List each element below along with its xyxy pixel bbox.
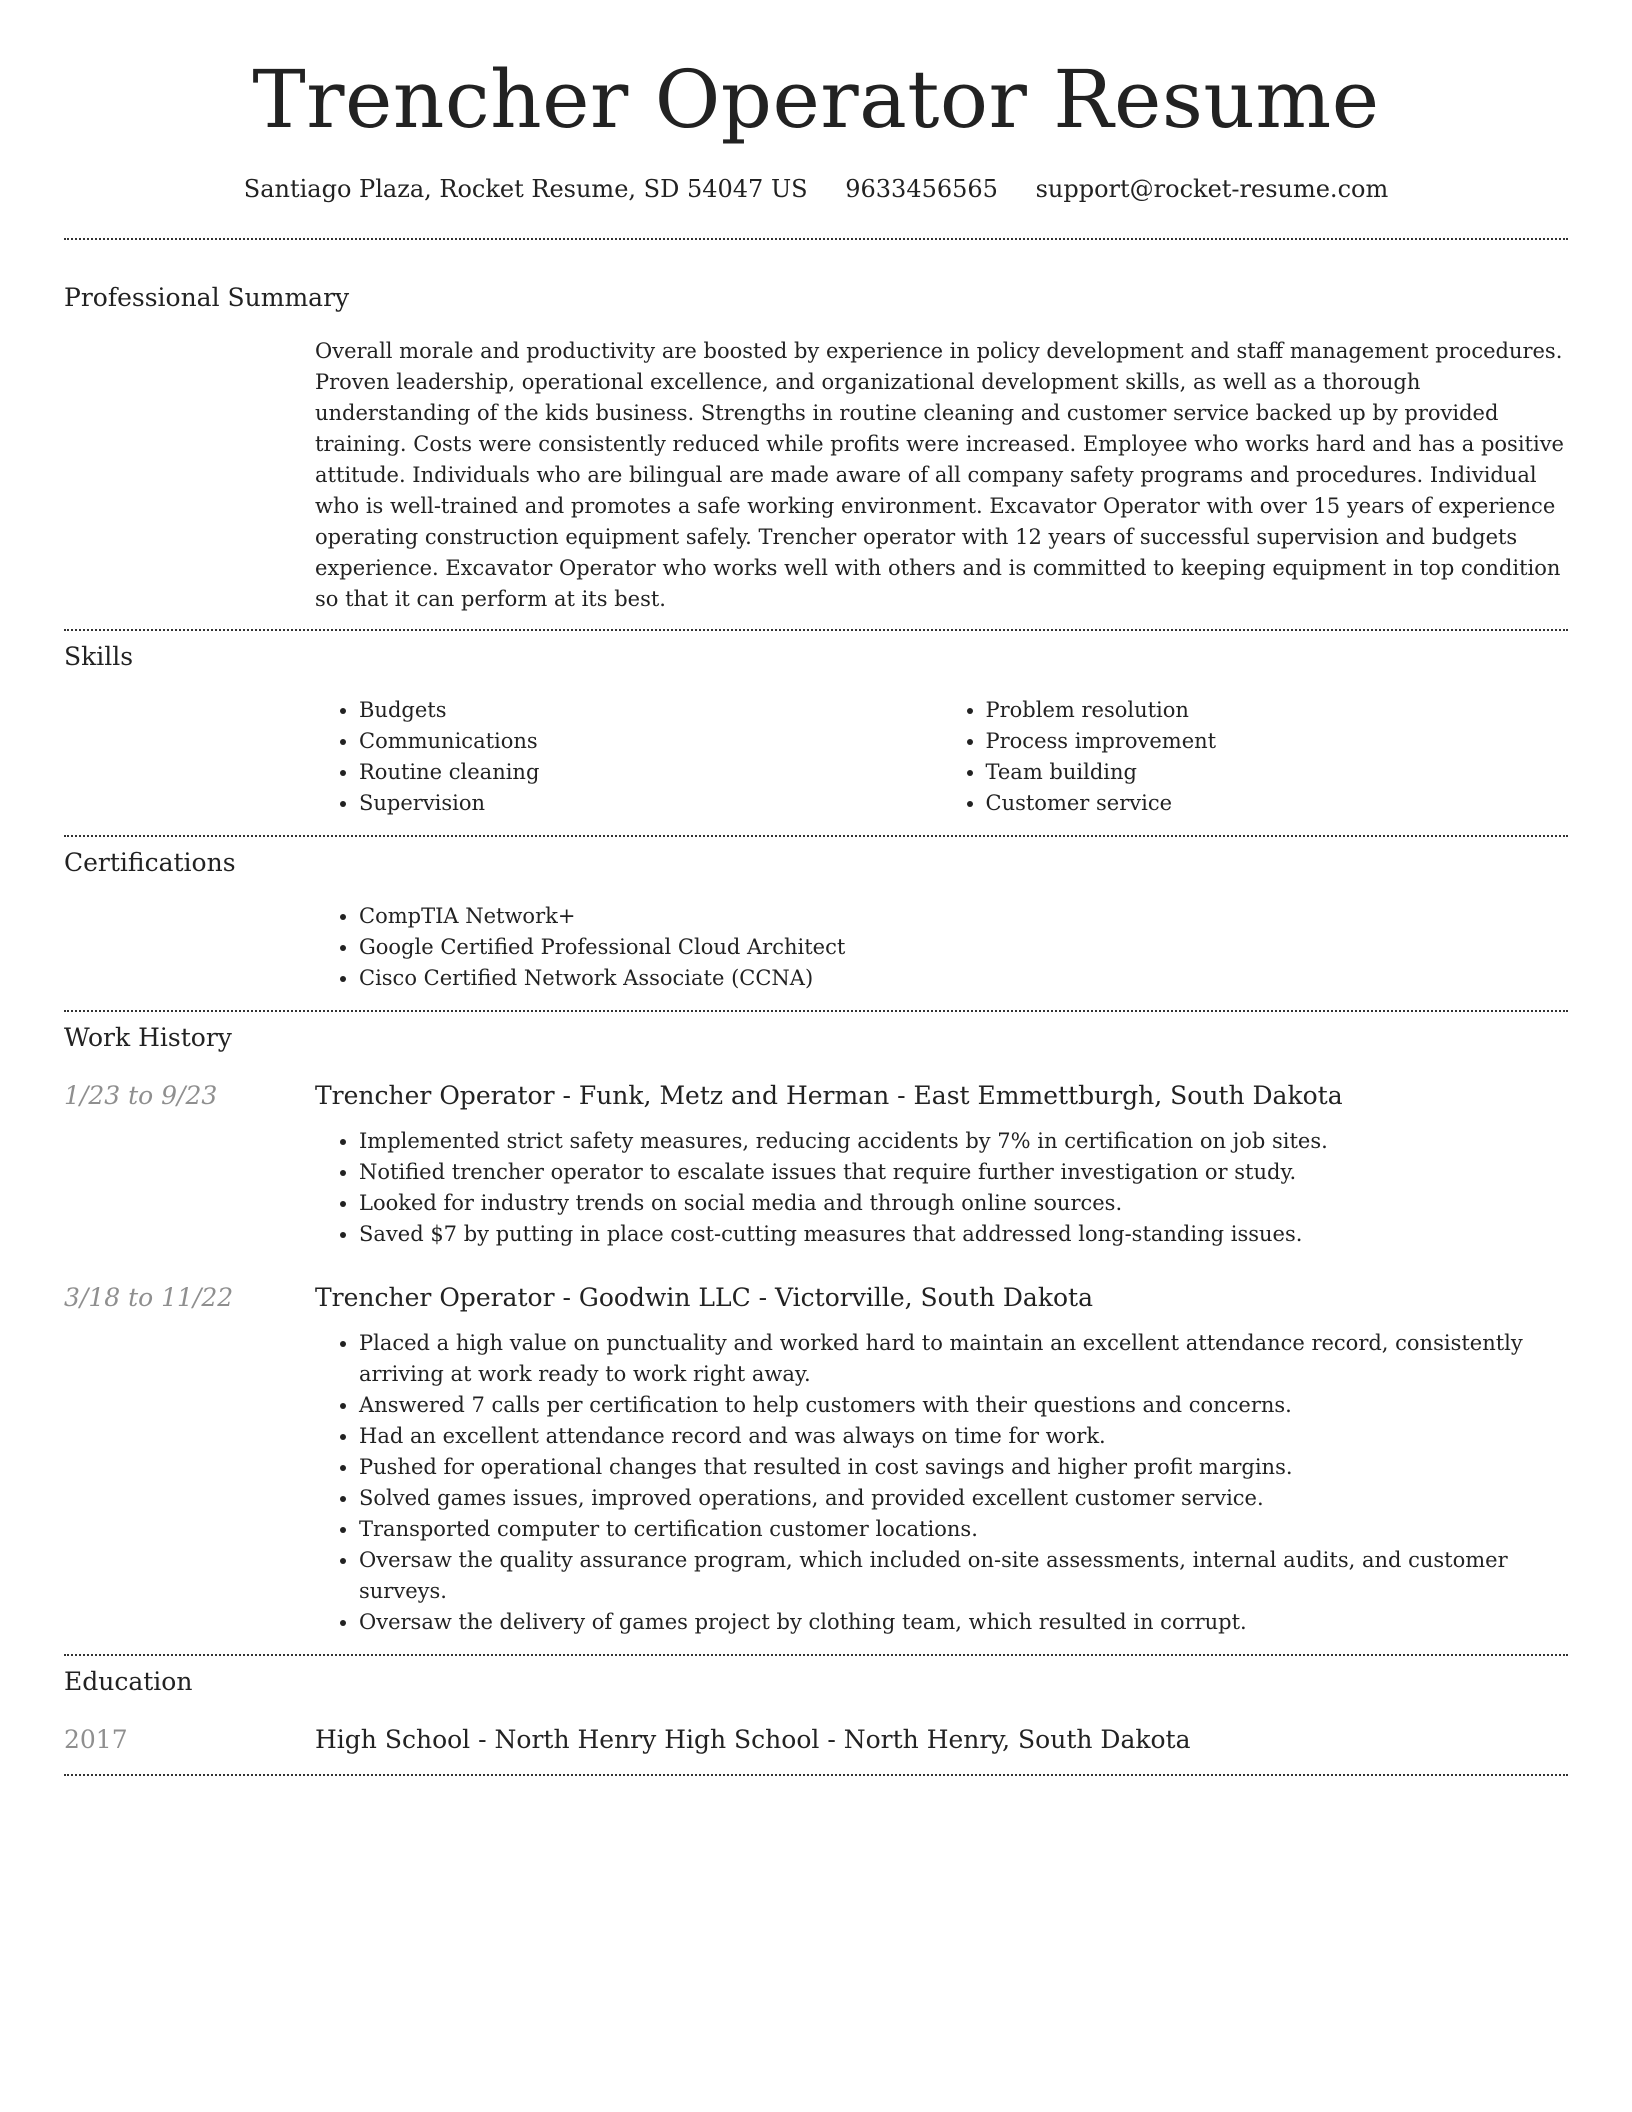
job-bullets [315, 1126, 1568, 1250]
certification-item: • Google Certified Professional Cloud Architect [359, 932, 1568, 963]
certification-item: • CompTIA Network+ [359, 901, 1568, 932]
education-heading: Education [64, 1667, 193, 1696]
summary-section [64, 282, 1568, 615]
education-degree: High School - North Henry High School - North Henry, South Dakota [315, 1725, 1191, 1754]
job-bullet: • Notified trencher operator to escalate issues that require further investigation or study. [359, 1157, 1568, 1188]
job-header [64, 1080, 1568, 1112]
job-bullet: • Saved $7 by putting in place cost-cutting measures that addressed long-standing issues. [359, 1219, 1568, 1250]
education-year: 2017 [64, 1725, 128, 1754]
summary-heading: Professional Summary [64, 283, 350, 312]
job-details [315, 1328, 1568, 1638]
divider [64, 238, 1568, 240]
job-dates: 1/23 to 9/23 [64, 1081, 218, 1110]
skill-item: • Process improvement [986, 726, 1569, 757]
divider [64, 629, 1568, 631]
skills-list-right [942, 695, 1569, 819]
skill-item: • Team building [986, 757, 1569, 788]
job-bullet: • Oversaw the quality assurance program, which included on-site assessments, internal audits, and customer surveys. [359, 1545, 1568, 1607]
skill-item: • Budgets [359, 695, 942, 726]
skills-grid [315, 695, 1568, 819]
certifications-list [315, 901, 1568, 994]
job-bullet: • Implemented strict safety measures, reducing accidents by 7% in certification on job sites. [359, 1126, 1568, 1157]
skill-item: • Customer service [986, 788, 1569, 819]
job-bullet: • Transported computer to certification customer locations. [359, 1514, 1568, 1545]
job-dates: 3/18 to 11/22 [64, 1283, 234, 1312]
education-section [64, 1666, 1568, 1756]
job-entry [64, 1282, 1568, 1638]
certifications-heading: Certifications [64, 848, 236, 877]
job-header [64, 1282, 1568, 1314]
skills-section [64, 641, 1568, 819]
job-bullet: • Pushed for operational changes that resulted in cost savings and higher profit margins. [359, 1452, 1568, 1483]
contact-line [64, 174, 1568, 204]
job-bullet: • Answered 7 calls per certification to help customers with their questions and concerns. [359, 1390, 1568, 1421]
resume-title: Trencher Operator Resume [252, 53, 1380, 146]
job-title: Trencher Operator - Goodwin LLC - Victorville, South Dakota [315, 1283, 1093, 1312]
work-history-heading: Work History [64, 1023, 232, 1052]
contact-email: support@rocket-resume.com [1035, 175, 1389, 203]
job-bullet: • Solved games issues, improved operations, and provided excellent customer service. [359, 1483, 1568, 1514]
skill-item: • Communications [359, 726, 942, 757]
job-bullet: • Had an excellent attendance record and was always on time for work. [359, 1421, 1568, 1452]
skills-heading: Skills [64, 642, 134, 671]
job-details [315, 1126, 1568, 1250]
summary-text: Overall morale and productivity are boosted by experience in policy development and staff management procedures. Proven leadership, operational excellence, and organizational development skills, as well as a thorough understanding of the kids business. Strengths in routine cleaning and customer service backed up by provided training. Costs were consistently reduced while profits were increased. Employee who works hard and has a positive attitude. Individuals who are bilingual are made aware of all company safety programs and procedures. Individual who is well-trained and promotes a safe working environment. Excavator Operator with over 15 years of experience operating construction equipment safely. Trencher operator with 12 years of successful supervision and budgets experience. Excavator Operator who works well with others and is committed to keeping equipment in top condition so that it can perform at its best. [315, 339, 1564, 611]
job-bullet: • Placed a high value on punctuality and worked hard to maintain an excellent attendance record, consistently arriving at work ready to work right away. [359, 1328, 1568, 1390]
work-history-section [64, 1022, 1568, 1638]
divider [64, 1774, 1568, 1776]
skill-item: • Routine cleaning [359, 757, 942, 788]
certifications-section [64, 847, 1568, 994]
job-entry [64, 1080, 1568, 1250]
job-title: Trencher Operator - Funk, Metz and Herman - East Emmettburgh, South Dakota [315, 1081, 1343, 1110]
divider [64, 1654, 1568, 1656]
summary-body [315, 336, 1568, 615]
job-bullets [315, 1328, 1568, 1638]
certifications-body [315, 901, 1568, 994]
education-entry [64, 1724, 1568, 1756]
skills-list-left [315, 695, 942, 819]
job-bullet: • Oversaw the delivery of games project by clothing team, which resulted in corrupt. [359, 1607, 1568, 1638]
divider [64, 835, 1568, 837]
job-bullet: • Looked for industry trends on social media and through online sources. [359, 1188, 1568, 1219]
contact-address: Santiago Plaza, Rocket Resume, SD 54047 US [243, 175, 808, 203]
certification-item: • Cisco Certified Network Associate (CCNA) [359, 963, 1568, 994]
resume-page [64, 0, 1568, 1776]
skill-item: • Problem resolution [986, 695, 1569, 726]
skill-item: • Supervision [359, 788, 942, 819]
divider [64, 1010, 1568, 1012]
contact-phone: 9633456565 [845, 175, 998, 203]
